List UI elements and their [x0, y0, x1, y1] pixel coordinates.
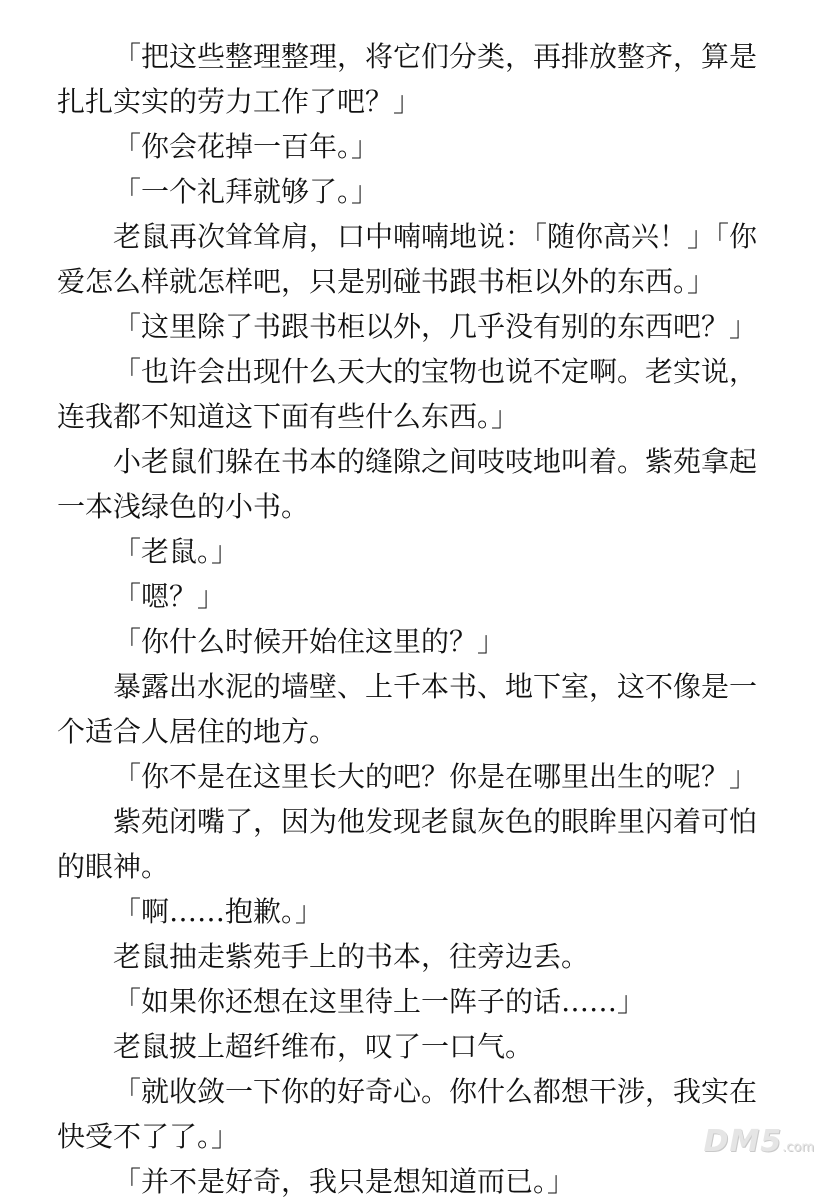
paragraph: 暴露出水泥的墙壁、上千本书、地下室，这不像是一个适合人居住的地方。	[57, 670, 758, 748]
text-body	[57, 34, 757, 1204]
paragraph: 「就收敛一下你的好奇心。你什么都想干涉，我实在快受不了了。」	[57, 1075, 758, 1153]
paragraph: 「啊……抱歉。」	[113, 895, 324, 928]
paragraph: 「也许会出现什么天大的宝物也说不定啊。老实说，连我都不知道这下面有些什么东西。」	[57, 355, 758, 433]
paragraph: 「把这些整理整理，将它们分类，再排放整齐，算是扎扎实实的劳力工作了吧？」	[57, 40, 758, 118]
paragraph: 「嗯？」	[113, 580, 226, 613]
paragraph: 「你什么时候开始住这里的？」	[113, 625, 506, 658]
paragraph: 「一个礼拜就够了。」	[113, 175, 380, 208]
paragraph: 老鼠再次耸耸肩，口中喃喃地说：「随你高兴！」「你爱怎么样就怎样吧，只是别碰书跟书柜以外的东西。」	[57, 220, 758, 298]
paragraph: 「你会花掉一百年。」	[113, 130, 380, 163]
paragraph: 小老鼠们躲在书本的缝隙之间吱吱地叫着。紫苑拿起一本浅绿色的小书。	[57, 445, 758, 523]
paragraph: 「老鼠。」	[113, 535, 240, 568]
paragraph: 紫苑闭嘴了，因为他发现老鼠灰色的眼眸里闪着可怕的眼神。	[57, 805, 758, 883]
paragraph: 老鼠披上超纤维布，叹了一口气。	[113, 1030, 534, 1063]
paragraph: 老鼠抽走紫苑手上的书本，往旁边丢。	[113, 940, 590, 973]
watermark-main: DM5	[703, 1124, 783, 1159]
paragraph: 「并不是好奇，我只是想知道而已。」	[113, 1165, 576, 1198]
site-watermark-logo	[703, 1124, 814, 1159]
paragraph: 「这里除了书跟书柜以外，几乎没有别的东西吧？」	[113, 310, 758, 343]
paragraph: 「你不是在这里长大的吧？你是在哪里出生的呢？」	[113, 760, 758, 793]
paragraph: 「如果你还想在这里待上一阵子的话……」	[113, 985, 646, 1018]
watermark-suffix: .com	[782, 1140, 814, 1155]
